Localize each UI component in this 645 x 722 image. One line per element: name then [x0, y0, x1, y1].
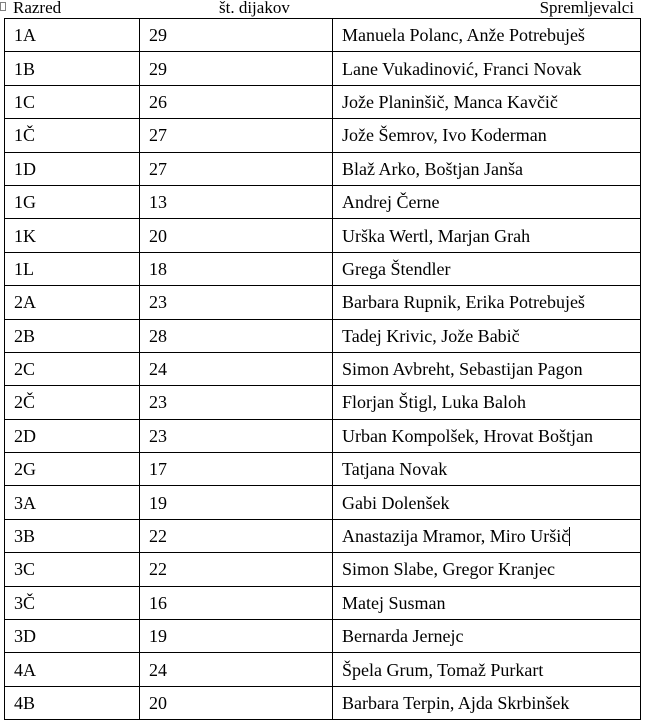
student-count-cell[interactable]: 13: [140, 185, 333, 218]
class-cell[interactable]: 2C: [5, 352, 140, 385]
escorts-cell[interactable]: Simon Avbreht, Sebastijan Pagon: [333, 352, 641, 385]
student-count-cell[interactable]: 27: [140, 119, 333, 152]
table-row: [5, 52, 641, 85]
class-cell[interactable]: 2B: [5, 319, 140, 352]
class-cell[interactable]: 4B: [5, 686, 140, 719]
header-student-count[interactable]: št. dijakov: [219, 0, 290, 17]
class-cell[interactable]: 3C: [5, 553, 140, 586]
table-header: [0, 0, 645, 17]
escorts-cell[interactable]: Lane Vukadinović, Franci Novak: [333, 52, 641, 85]
escorts-cell[interactable]: Špela Grum, Tomaž Purkart: [333, 653, 641, 686]
escorts-cell[interactable]: Tadej Krivic, Jože Babič: [333, 319, 641, 352]
escorts-cell[interactable]: Florjan Štigl, Luka Baloh: [333, 386, 641, 419]
escorts-cell[interactable]: Matej Susman: [333, 586, 641, 619]
student-count-cell[interactable]: 27: [140, 152, 333, 185]
student-count-cell[interactable]: 19: [140, 486, 333, 519]
table-row: [5, 219, 641, 252]
table-row: [5, 620, 641, 653]
table-row: [5, 453, 641, 486]
class-cell[interactable]: 4A: [5, 653, 140, 686]
table-row: [5, 486, 641, 519]
class-cell[interactable]: 2Č: [5, 386, 140, 419]
escorts-cell[interactable]: Simon Slabe, Gregor Kranjec: [333, 553, 641, 586]
class-cell[interactable]: 1Č: [5, 119, 140, 152]
student-count-cell[interactable]: 23: [140, 419, 333, 452]
student-count-cell[interactable]: 19: [140, 620, 333, 653]
escorts-cell[interactable]: Bernarda Jernejc: [333, 620, 641, 653]
header-class[interactable]: Razred: [13, 0, 62, 17]
student-count-cell[interactable]: 16: [140, 586, 333, 619]
escorts-cell[interactable]: [333, 519, 641, 552]
table-row: [5, 252, 641, 285]
table-row: [5, 419, 641, 452]
class-cell[interactable]: 2D: [5, 419, 140, 452]
student-count-cell[interactable]: 17: [140, 453, 333, 486]
header-escorts[interactable]: Spremljevalci: [539, 0, 634, 17]
escorts-cell[interactable]: Tatjana Novak: [333, 453, 641, 486]
student-count-cell[interactable]: 20: [140, 219, 333, 252]
escorts-cell[interactable]: Blaž Arko, Boštjan Janša: [333, 152, 641, 185]
escorts-cell[interactable]: Manuela Polanc, Anže Potrebuješ: [333, 19, 641, 52]
student-count-cell[interactable]: 28: [140, 319, 333, 352]
table-row: [5, 85, 641, 118]
text-cursor: [569, 527, 570, 546]
student-count-cell[interactable]: 23: [140, 286, 333, 319]
table-row: [5, 553, 641, 586]
class-cell[interactable]: 1B: [5, 52, 140, 85]
student-count-cell[interactable]: 18: [140, 252, 333, 285]
student-count-cell[interactable]: 22: [140, 519, 333, 552]
class-escort-table: [4, 18, 641, 720]
student-count-cell[interactable]: 29: [140, 19, 333, 52]
table-row: [5, 586, 641, 619]
escorts-cell[interactable]: Barbara Terpin, Ajda Skrbinšek: [333, 686, 641, 719]
student-count-cell[interactable]: 20: [140, 686, 333, 719]
escorts-cell[interactable]: Barbara Rupnik, Erika Potrebuješ: [333, 286, 641, 319]
table-row: [5, 185, 641, 218]
student-count-cell[interactable]: 24: [140, 352, 333, 385]
table-row: [5, 152, 641, 185]
class-cell[interactable]: 1A: [5, 19, 140, 52]
table-row: [5, 386, 641, 419]
escorts-cell[interactable]: Jože Šemrov, Ivo Koderman: [333, 119, 641, 152]
table-row: [5, 319, 641, 352]
student-count-cell[interactable]: 23: [140, 386, 333, 419]
table-row: [5, 352, 641, 385]
class-cell[interactable]: 1K: [5, 219, 140, 252]
class-cell[interactable]: 3Č: [5, 586, 140, 619]
table-row: [5, 686, 641, 719]
escorts-cell[interactable]: Gabi Dolenšek: [333, 486, 641, 519]
class-cell[interactable]: 1G: [5, 185, 140, 218]
class-cell[interactable]: 3D: [5, 620, 140, 653]
class-cell[interactable]: 2G: [5, 453, 140, 486]
class-cell[interactable]: 3B: [5, 519, 140, 552]
table-row: [5, 19, 641, 52]
student-count-cell[interactable]: 24: [140, 653, 333, 686]
class-cell[interactable]: 3A: [5, 486, 140, 519]
student-count-cell[interactable]: 29: [140, 52, 333, 85]
escorts-cell[interactable]: Grega Štendler: [333, 252, 641, 285]
table-row: [5, 653, 641, 686]
table-row: [5, 119, 641, 152]
escorts-cell[interactable]: Jože Planinšič, Manca Kavčič: [333, 85, 641, 118]
escorts-cell[interactable]: Urška Wertl, Marjan Grah: [333, 219, 641, 252]
student-count-cell[interactable]: 26: [140, 85, 333, 118]
escorts-text: Anastazija Mramor, Miro Uršič: [342, 525, 570, 546]
class-cell[interactable]: 1D: [5, 152, 140, 185]
escorts-cell[interactable]: Andrej Černe: [333, 185, 641, 218]
table-row: [5, 286, 641, 319]
class-cell[interactable]: 1C: [5, 85, 140, 118]
class-cell[interactable]: 2A: [5, 286, 140, 319]
escorts-cell[interactable]: Urban Kompolšek, Hrovat Boštjan: [333, 419, 641, 452]
class-cell[interactable]: 1L: [5, 252, 140, 285]
table-row: [5, 519, 641, 552]
student-count-cell[interactable]: 22: [140, 553, 333, 586]
